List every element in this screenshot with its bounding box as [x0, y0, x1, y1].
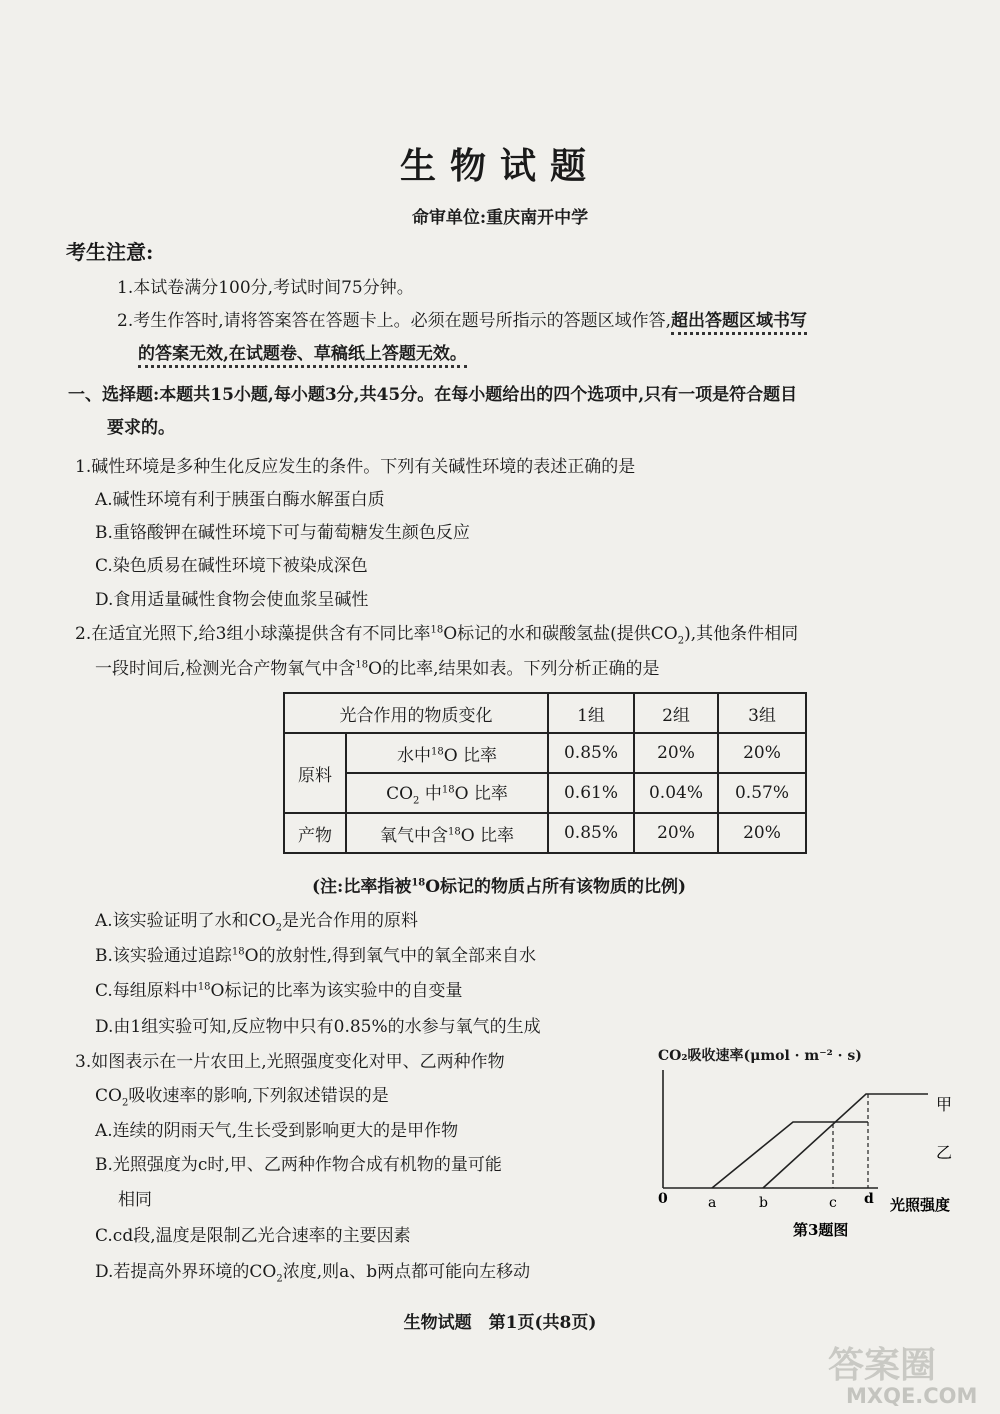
notice-item-2-cont: 的答案无效,在试题卷、草稿纸上答题无效。	[138, 339, 467, 364]
q2-option-a: A.该实验证明了水和$CO_2$是光合作用的原料	[95, 911, 418, 934]
table-group-label: 原料	[284, 733, 346, 813]
watermark-site: MXQE.COM	[846, 1384, 978, 1407]
graph-origin-label: 0	[658, 1191, 668, 1207]
table-cell: 20%	[634, 813, 718, 853]
section-heading-cont: 要求的。	[107, 418, 175, 438]
table-cell: 0.04%	[634, 773, 718, 813]
series-label-jia: 甲	[936, 1095, 953, 1114]
q3-stem-line1: 3.如图表示在一片农田上,光照强度变化对甲、乙两种作物	[75, 1052, 505, 1072]
table-row	[284, 733, 806, 773]
table-header-cell: 1组	[548, 693, 634, 733]
table-header-cell: 2组	[634, 693, 718, 733]
q2-stem-line2: 一段时间后,检测光合产物氧气中含$^{18}$O的比率,结果如表。下列分析正确的是	[95, 659, 660, 679]
q3-option-b: B.光照强度为c时,甲、乙两种作物合成有机物的量可能	[95, 1155, 502, 1175]
graph-tick-d: d	[864, 1191, 874, 1207]
notice-item-2: 2.考生作答时,请将答案答在答题卡上。必须在题号所指示的答题区域作答,超出答题区域书写	[117, 306, 807, 331]
q2-option-d: D.由1组实验可知,反应物中只有0.85%的水参与氧气的生成	[95, 1017, 541, 1037]
site-watermark	[818, 1335, 993, 1407]
q1-stem: 1.碱性环境是多种生化反应发生的条件。下列有关碱性环境的表述正确的是	[75, 457, 636, 477]
q2-option-b: B.该实验通过追踪$^{18}$O的放射性,得到氧气中的氧全部来自水	[95, 946, 536, 966]
issuing-unit: 命审单位:重庆南开中学	[411, 208, 589, 228]
table-row-label: 水中$^{18}$O 比率	[346, 733, 548, 773]
table-cell: 0.85%	[548, 733, 634, 773]
table-cell: 20%	[634, 733, 718, 773]
q3-option-b-cont: 相同	[118, 1190, 152, 1210]
series-label-yi: 乙	[936, 1143, 953, 1162]
page-title: 生物试题	[399, 145, 600, 187]
q2-data-table	[283, 692, 807, 854]
q2-table-note: (注:比率指被$^{18}$O标记的物质占所有该物质的比例)	[312, 877, 687, 897]
q1-option-c: C.染色质易在碱性环境下被染成深色	[95, 556, 368, 576]
q3-option-c: C.cd段,温度是限制乙光合速率的主要因素	[95, 1226, 411, 1246]
graph-ylabel: CO₂吸收速率(μmol · m⁻² · s)	[658, 1048, 862, 1064]
table-header-cell: 3组	[718, 693, 806, 733]
q3-option-a: A.连续的阴雨天气,生长受到影响更大的是甲作物	[95, 1121, 459, 1141]
curve-jia	[712, 1122, 868, 1188]
graph-tick-b: b	[759, 1195, 768, 1211]
q2-stem-line1: 2.在适宜光照下,给3组小球藻提供含有不同比率$^{18}$O标记的水和碳酸氢盐(提供$CO_2$),其他条件相同	[75, 624, 799, 647]
watermark-logo: 答案圈	[828, 1345, 937, 1386]
q1-option-b: B.重铬酸钾在碱性环境下可与葡萄糖发生颜色反应	[95, 523, 470, 543]
graph-caption: 第3题图	[793, 1221, 849, 1239]
q3-stem-line2: $CO_2$吸收速率的影响,下列叙述错误的是	[95, 1086, 389, 1109]
table-cell: 0.85%	[548, 813, 634, 853]
graph-tick-c: c	[829, 1195, 837, 1211]
table-row	[284, 773, 806, 813]
curve-yi	[763, 1094, 928, 1188]
table-header-row	[284, 693, 806, 733]
q1-option-a: A.碱性环境有利于胰蛋白酶水解蛋白质	[95, 490, 385, 510]
graph-tick-a: a	[708, 1195, 717, 1211]
table-row-label: $CO_2$ 中$^{18}$O 比率	[346, 773, 548, 813]
section-heading: 一、选择题:本题共15小题,每小题3分,共45分。在每小题给出的四个选项中,只有一项是符合题目	[68, 385, 798, 405]
graph-xlabel: 光照强度	[890, 1196, 951, 1214]
table-cell: 0.57%	[718, 773, 806, 813]
table-cell: 20%	[718, 813, 806, 853]
page-footer: 生物试题 第1页(共8页)	[403, 1313, 597, 1333]
table-group-label: 产物	[284, 813, 346, 853]
q1-option-d: D.食用适量碱性食物会使血浆呈碱性	[95, 590, 369, 610]
table-row	[284, 813, 806, 853]
q2-option-c: C.每组原料中$^{18}$O标记的比率为该实验中的自变量	[95, 981, 463, 1001]
q3-light-response-graph	[648, 1040, 970, 1240]
table-header-cell: 光合作用的物质变化	[284, 693, 548, 733]
notice-heading: 考生注意:	[66, 240, 154, 264]
table-cell: 0.61%	[548, 773, 634, 813]
q3-option-d: D.若提高外界环境的$CO_2$浓度,则a、b两点都可能向左移动	[95, 1262, 531, 1285]
notice-item-1: 1.本试卷满分100分,考试时间75分钟。	[117, 278, 414, 298]
table-cell: 20%	[718, 733, 806, 773]
table-row-label: 氧气中含$^{18}$O 比率	[346, 813, 548, 853]
